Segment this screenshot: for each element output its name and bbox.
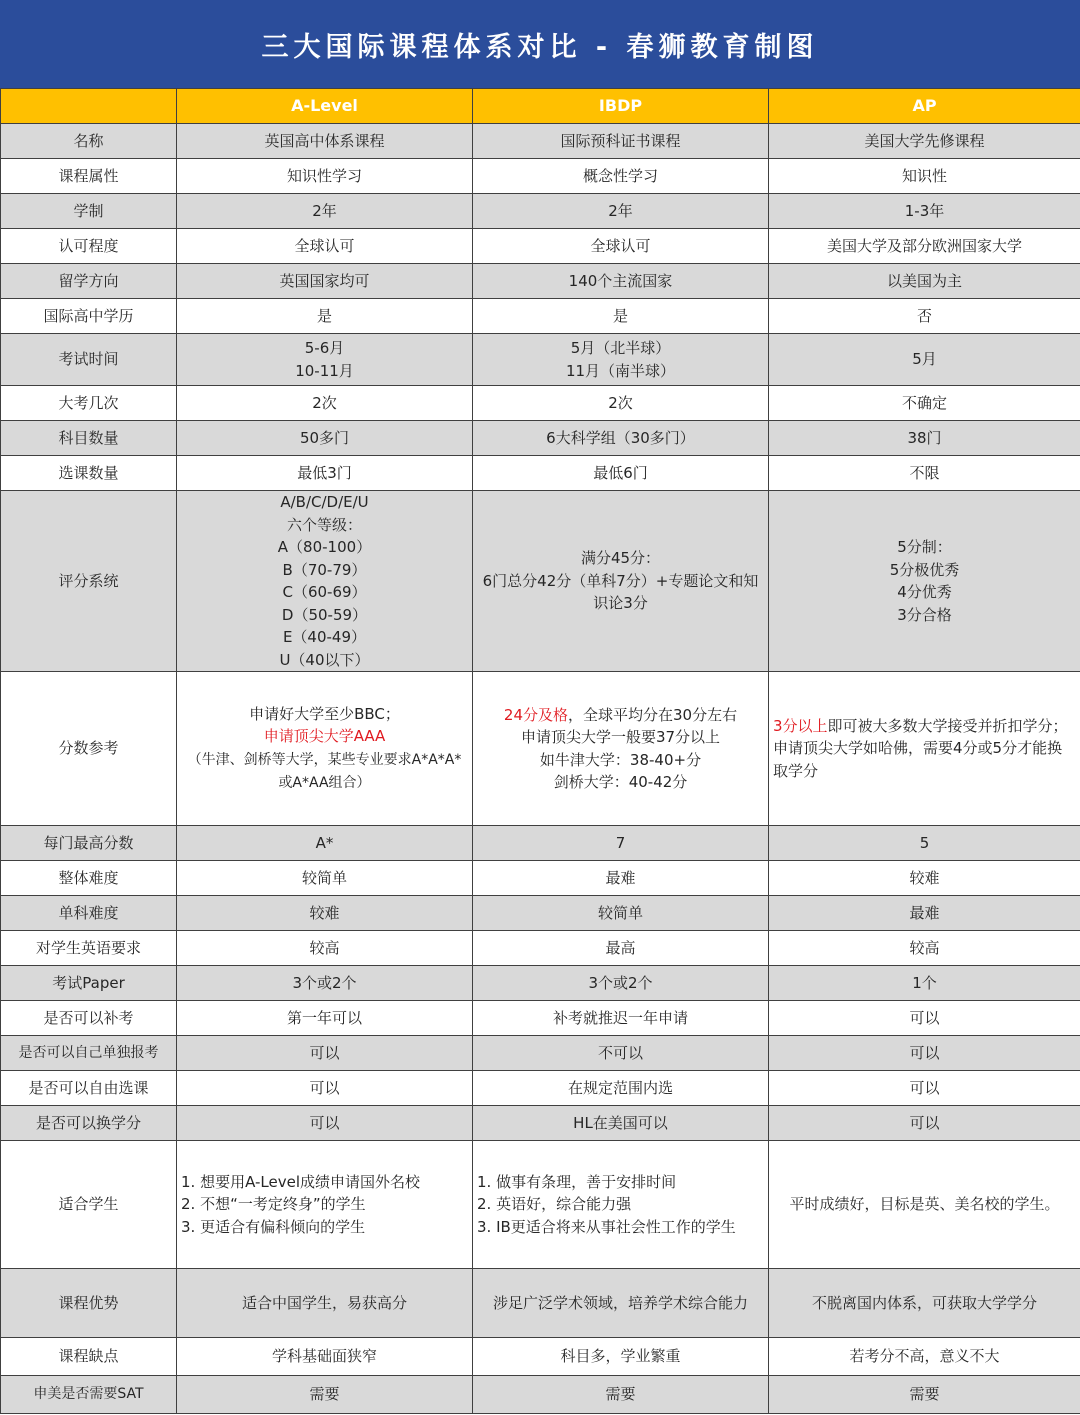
table-row (1, 1376, 1080, 1414)
cell-alevel: 可以 (177, 1106, 473, 1141)
row-label: 评分系统 (1, 491, 177, 672)
score-highlight: 申请顶尖大学AAA (263, 727, 386, 745)
table-row (1, 194, 1080, 229)
row-label: 课程属性 (1, 159, 177, 194)
cell-ap: 不确定 (769, 386, 1080, 421)
score-highlight: 24分及格 (503, 705, 568, 724)
cell-ibdp: 最高 (473, 931, 769, 966)
cell-ap: 不限 (769, 456, 1080, 491)
score-highlight: 3分以上 (773, 716, 828, 735)
cell-alevel: 较难 (177, 896, 473, 931)
cell-alevel (177, 672, 473, 826)
header-alevel: A-Level (177, 89, 473, 124)
cell-alevel: 1. 想要用A-Level成绩申请国外名校 2. 不想“一考定终身”的学生 3. 更适合有偏科倾向的学生 (177, 1141, 473, 1269)
cell-alevel: 知识性学习 (177, 159, 473, 194)
cell-alevel: 英国高中体系课程 (177, 124, 473, 159)
cell-ibdp: 不可以 (473, 1036, 769, 1071)
cell-ap: 美国大学先修课程 (769, 124, 1080, 159)
table-row (1, 1106, 1080, 1141)
cell-ibdp: 需要 (473, 1376, 769, 1414)
row-label: 科目数量 (1, 421, 177, 456)
cell-alevel: 学科基础面狭窄 (177, 1338, 473, 1376)
table-row (1, 1036, 1080, 1071)
cell-alevel: 是 (177, 299, 473, 334)
cell-ibdp: 补考就推迟一年申请 (473, 1001, 769, 1036)
row-label: 名称 (1, 124, 177, 159)
cell-ibdp: 3个或2个 (473, 966, 769, 1001)
row-label: 分数参考 (1, 672, 177, 826)
cell-ap: 5 (769, 826, 1080, 861)
cell-ibdp: 最难 (473, 861, 769, 896)
table-row (1, 1001, 1080, 1036)
table-row (1, 1071, 1080, 1106)
cell-alevel: A/B/C/D/E/U 六个等级： A（80-100） B（70-79） C（60-69） D（50-59） E（40-49） U（40以下） (177, 491, 473, 672)
table-row (1, 1338, 1080, 1376)
row-label: 学制 (1, 194, 177, 229)
cell-ibdp: 7 (473, 826, 769, 861)
table-row (1, 896, 1080, 931)
cell-ibdp: 在规定范围内选 (473, 1071, 769, 1106)
row-label: 是否可以自由选课 (1, 1071, 177, 1106)
cell-ap: 若考分不高，意义不大 (769, 1338, 1080, 1376)
cell-ap: 较高 (769, 931, 1080, 966)
cell-alevel: 2年 (177, 194, 473, 229)
cell-ibdp: 5月（北半球） 11月（南半球） (473, 334, 769, 386)
cell-ap: 不脱离国内体系，可获取大学学分 (769, 1269, 1080, 1338)
table-row (1, 229, 1080, 264)
cell-ap: 可以 (769, 1106, 1080, 1141)
cell-ap: 知识性 (769, 159, 1080, 194)
cell-ibdp: 概念性学习 (473, 159, 769, 194)
score-note: 即可被大多数大学接受并折扣学分；申请顶尖大学如哈佛，需要4分或5分才能换取学分 (773, 716, 1068, 780)
cell-alevel: A* (177, 826, 473, 861)
cell-ap: 以美国为主 (769, 264, 1080, 299)
cell-ibdp: 1. 做事有条理，善于安排时间 2. 英语好，综合能力强 3. IB更适合将来从事社会性工作的学生 (473, 1141, 769, 1269)
cell-alevel: 可以 (177, 1036, 473, 1071)
table-row (1, 421, 1080, 456)
cell-alevel: 50多门 (177, 421, 473, 456)
cell-ibdp: HL在美国可以 (473, 1106, 769, 1141)
table-row (1, 491, 1080, 672)
row-label: 课程缺点 (1, 1338, 177, 1376)
cell-ap: 可以 (769, 1036, 1080, 1071)
cell-ibdp: 140个主流国家 (473, 264, 769, 299)
cell-ibdp: 满分45分： 6门总分42分（单科7分）+专题论文和知识论3分 (473, 491, 769, 672)
cell-ibdp: 2次 (473, 386, 769, 421)
cell-ibdp: 科目多，学业繁重 (473, 1338, 769, 1376)
cell-ibdp: 2年 (473, 194, 769, 229)
cell-ap: 1个 (769, 966, 1080, 1001)
row-label: 是否可以换学分 (1, 1106, 177, 1141)
header-ap: AP (769, 89, 1080, 124)
table-row (1, 264, 1080, 299)
cell-alevel: 较简单 (177, 861, 473, 896)
row-label: 每门最高分数 (1, 826, 177, 861)
row-label: 国际高中学历 (1, 299, 177, 334)
row-label: 大考几次 (1, 386, 177, 421)
row-label: 单科难度 (1, 896, 177, 931)
row-label: 考试时间 (1, 334, 177, 386)
cell-alevel: 需要 (177, 1376, 473, 1414)
cell-alevel: 英国国家均可 (177, 264, 473, 299)
row-label: 认可程度 (1, 229, 177, 264)
row-label: 申美是否需要SAT (1, 1376, 177, 1414)
cell-alevel: 第一年可以 (177, 1001, 473, 1036)
table-row (1, 299, 1080, 334)
cell-ap: 较难 (769, 861, 1080, 896)
table-row (1, 672, 1080, 826)
row-label: 课程优势 (1, 1269, 177, 1338)
cell-alevel: 2次 (177, 386, 473, 421)
table-row (1, 1269, 1080, 1338)
row-label: 考试Paper (1, 966, 177, 1001)
table-row (1, 124, 1080, 159)
cell-alevel: 可以 (177, 1071, 473, 1106)
row-label: 留学方向 (1, 264, 177, 299)
row-label: 对学生英语要求 (1, 931, 177, 966)
cell-alevel: 较高 (177, 931, 473, 966)
cell-alevel: 全球认可 (177, 229, 473, 264)
score-note: 申请好大学至少BBC； (249, 704, 400, 723)
cell-ibdp: 最低6门 (473, 456, 769, 491)
table-row (1, 861, 1080, 896)
table-row (1, 1141, 1080, 1269)
comparison-table (0, 88, 1080, 1414)
header-corner (1, 89, 177, 124)
cell-alevel: 3个或2个 (177, 966, 473, 1001)
table-row (1, 456, 1080, 491)
cell-ap: 美国大学及部分欧洲国家大学 (769, 229, 1080, 264)
table-header-row (1, 89, 1080, 124)
cell-ibdp: 国际预科证书课程 (473, 124, 769, 159)
table-row (1, 966, 1080, 1001)
row-label: 是否可以补考 (1, 1001, 177, 1036)
cell-ibdp: 是 (473, 299, 769, 334)
table-row (1, 159, 1080, 194)
table-row (1, 334, 1080, 386)
cell-ap: 可以 (769, 1071, 1080, 1106)
cell-ibdp: 较简单 (473, 896, 769, 931)
cell-ap: 需要 (769, 1376, 1080, 1414)
cell-ap (769, 672, 1080, 826)
page-title: 三大国际课程体系对比 - 春狮教育制图 (0, 0, 1080, 88)
cell-alevel: 5-6月 10-11月 (177, 334, 473, 386)
row-label: 选课数量 (1, 456, 177, 491)
cell-ap: 否 (769, 299, 1080, 334)
table-row (1, 931, 1080, 966)
cell-ibdp (473, 672, 769, 826)
table-row (1, 826, 1080, 861)
score-note: 申请顶尖大学一般要37分以上 如牛津大学：38-40+分 剑桥大学：40-42分 (520, 728, 721, 791)
score-note: （牛津、剑桥等大学，某些专业要求A*A*A*或A*AA组合） (187, 751, 462, 791)
cell-ap: 38门 (769, 421, 1080, 456)
cell-alevel: 适合中国学生，易获高分 (177, 1269, 473, 1338)
cell-ap: 可以 (769, 1001, 1080, 1036)
score-note: ，全球平均分在30分左右 (568, 705, 738, 724)
cell-ap: 1-3年 (769, 194, 1080, 229)
header-ibdp: IBDP (473, 89, 769, 124)
cell-ap: 5月 (769, 334, 1080, 386)
cell-ibdp: 全球认可 (473, 229, 769, 264)
cell-alevel: 最低3门 (177, 456, 473, 491)
cell-ap: 平时成绩好，目标是英、美名校的学生。 (769, 1141, 1080, 1269)
cell-ap: 5分制： 5分极优秀 4分优秀 3分合格 (769, 491, 1080, 672)
cell-ibdp: 涉足广泛学术领域，培养学术综合能力 (473, 1269, 769, 1338)
row-label: 整体难度 (1, 861, 177, 896)
cell-ibdp: 6大科学组（30多门） (473, 421, 769, 456)
row-label: 适合学生 (1, 1141, 177, 1269)
row-label: 是否可以自己单独报考 (1, 1036, 177, 1071)
table-row (1, 386, 1080, 421)
cell-ap: 最难 (769, 896, 1080, 931)
